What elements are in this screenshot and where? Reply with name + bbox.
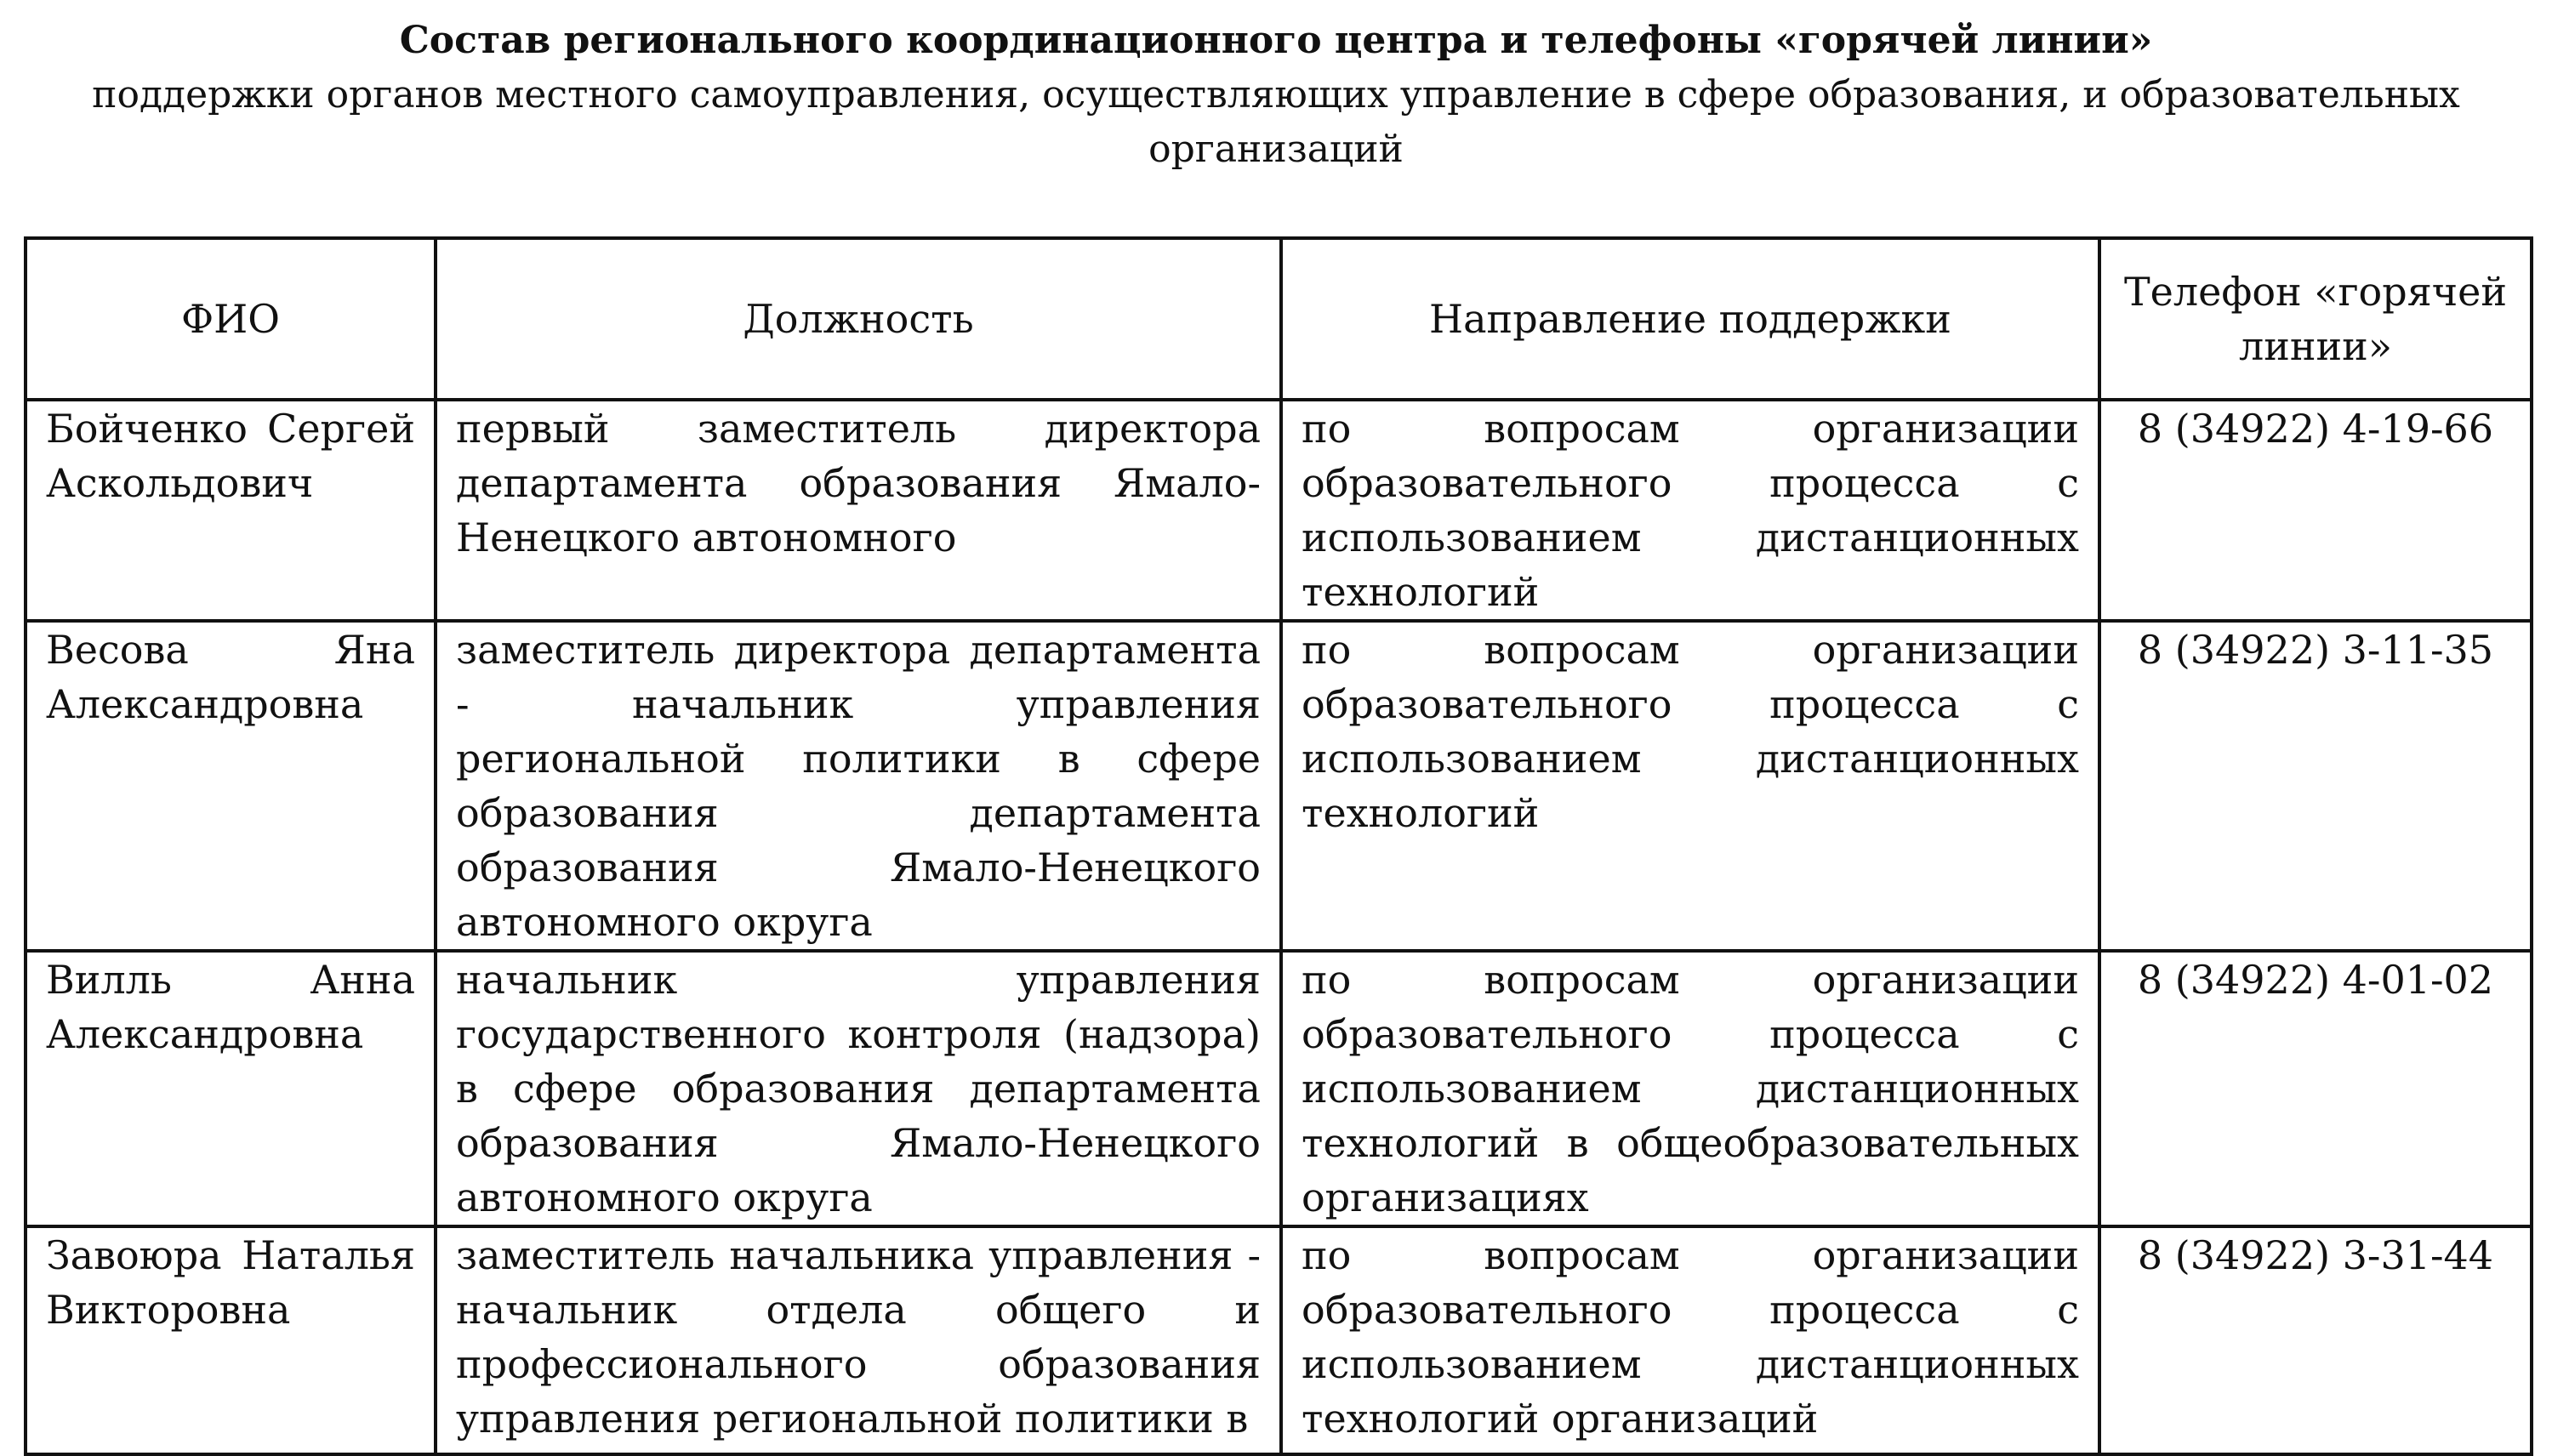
cell-name: Вилль Анна Александровна: [26, 951, 436, 1226]
table-row: [26, 951, 2532, 1226]
cell-position: заместитель начальника управления - начальник отдела общего и профессионального образования управления региональной политики в: [436, 1226, 1281, 1454]
table-row: [26, 1226, 2532, 1454]
document-subtitle: поддержки органов местного самоуправления, осуществляющих управление в сфере образования, и образовательных организаций: [92, 73, 2460, 171]
cell-position: заместитель директора департамента - начальник управления региональной политики в сфере образования департамента образования Ямало-Ненецкого автономного округа: [436, 621, 1281, 951]
cell-support: по вопросам организации образовательного процесса с использованием дистанционных технологий в общеобразовательных организациях: [1281, 951, 2099, 1226]
column-header-support: Направление поддержки: [1281, 238, 2099, 400]
cell-phone: 8 (34922) 4-19-66: [2099, 400, 2532, 621]
table-row: [26, 621, 2532, 951]
document-header: [0, 14, 2552, 177]
cell-phone: 8 (34922) 4-01-02: [2099, 951, 2532, 1226]
cell-phone: 8 (34922) 3-11-35: [2099, 621, 2532, 951]
cell-name: Весова Яна Александровна: [26, 621, 436, 951]
cell-support: по вопросам организации образовательного процесса с использованием дистанционных технологий организаций: [1281, 1226, 2099, 1454]
cell-name: Завоюра Наталья Викторовна: [26, 1226, 436, 1454]
cell-position: первый заместитель директора департамента образования Ямало-Ненецкого автономного: [436, 400, 1281, 621]
cell-support: по вопросам организации образовательного процесса с использованием дистанционных технологий: [1281, 621, 2099, 951]
cell-phone: 8 (34922) 3-31-44: [2099, 1226, 2532, 1454]
document-title: Состав регионального координационного центра и телефоны «горячей линии»: [399, 19, 2153, 62]
column-header-position: Должность: [436, 238, 1281, 400]
coordination-center-table: [24, 236, 2533, 1456]
table-row: [26, 400, 2532, 621]
cell-name: Бойченко Сергей Аскольдович: [26, 400, 436, 621]
table-header-row: [26, 238, 2532, 400]
cell-position: начальник управления государственного контроля (надзора) в сфере образования департамента образования Ямало-Ненецкого автономного округа: [436, 951, 1281, 1226]
cell-support: по вопросам организации образовательного процесса с использованием дистанционных технологий: [1281, 400, 2099, 621]
column-header-name: ФИО: [26, 238, 436, 400]
column-header-phone: Телефон «горячей линии»: [2099, 238, 2532, 400]
